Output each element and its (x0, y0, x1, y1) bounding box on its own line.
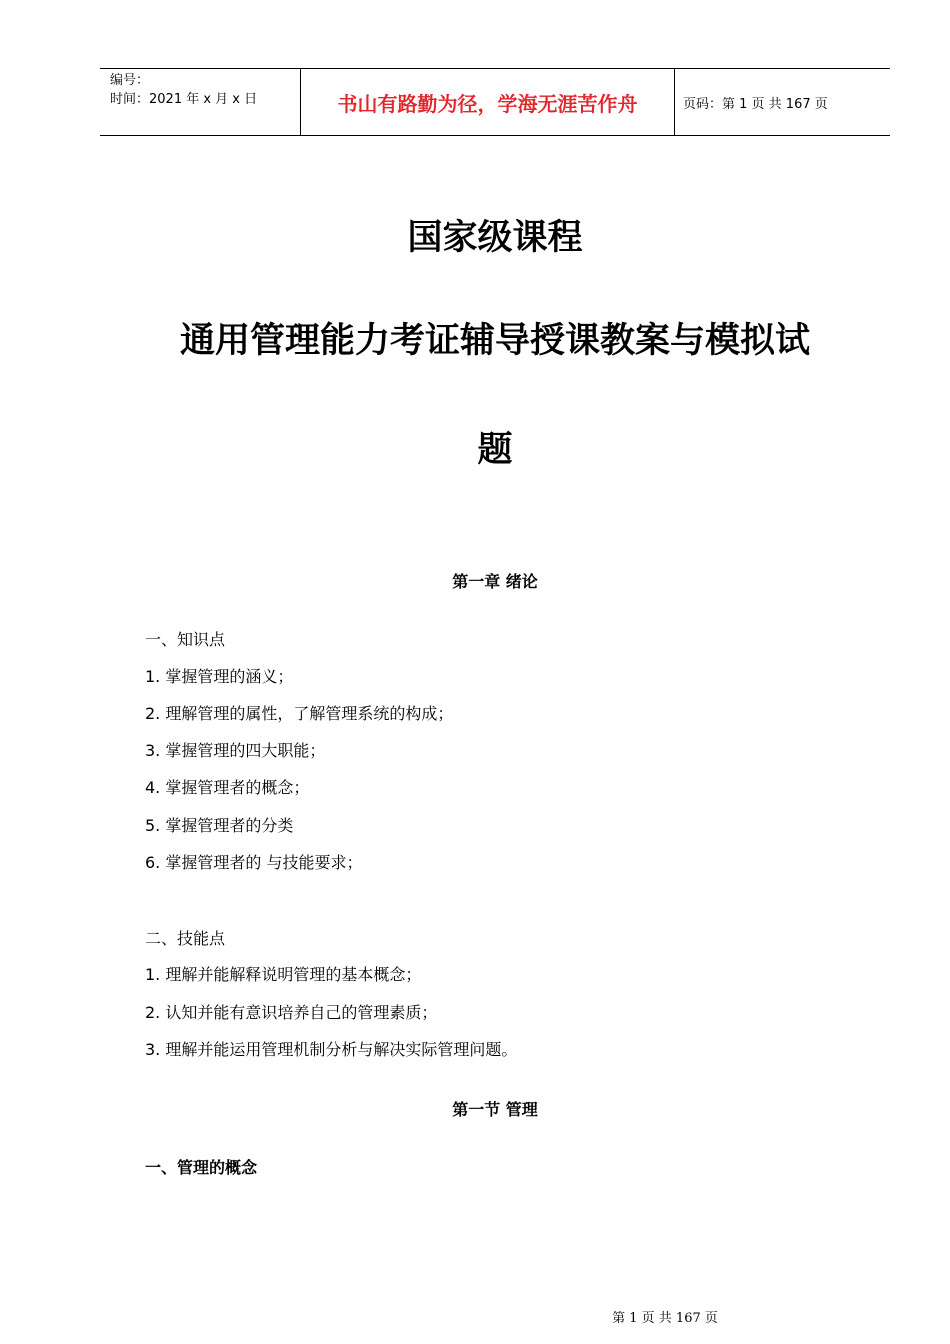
section-heading: 第一节 管理 (452, 1100, 538, 1119)
header-number-label: 编号： (110, 73, 150, 88)
skills-item: 2. 认知并能有意识培养自己的管理素质； (145, 1003, 438, 1022)
title-line-3: 题 (477, 430, 513, 470)
header-motto: 书山有路勤为径，学海无涯苦作舟 (301, 69, 675, 135)
page-footer: 第 1 页 共 167 页 (612, 1311, 718, 1326)
knowledge-heading: 一、知识点 (145, 630, 226, 649)
knowledge-item: 5. 掌握管理者的分类 (145, 816, 294, 835)
knowledge-item: 2. 理解管理的属性，了解管理系统的构成； (145, 704, 454, 723)
knowledge-item: 6. 掌握管理者的 与技能要求； (145, 853, 363, 872)
header-time-label: 时间：2021 年 x 月 x 日 (110, 92, 258, 107)
title-line-2: 通用管理能力考证辅导授课教案与模拟试 (179, 321, 810, 361)
skills-heading: 二、技能点 (145, 929, 226, 948)
knowledge-item: 1. 掌握管理的涵义； (145, 667, 294, 686)
knowledge-item: 4. 掌握管理者的概念； (145, 778, 310, 797)
skills-item: 1. 理解并能解释说明管理的基本概念； (145, 965, 422, 984)
knowledge-item: 3. 掌握管理的四大职能； (145, 741, 326, 760)
skills-item: 3. 理解并能运用管理机制分析与解决实际管理问题。 (145, 1040, 518, 1059)
subsection-heading: 一、管理的概念 (145, 1158, 258, 1177)
title-line-1: 国家级课程 (407, 218, 583, 258)
header-page-info: 页码：第 1 页 共 167 页 (683, 96, 828, 112)
chapter-heading: 第一章 绪论 (452, 572, 538, 591)
header-meta (100, 69, 301, 135)
document-header (100, 68, 890, 136)
